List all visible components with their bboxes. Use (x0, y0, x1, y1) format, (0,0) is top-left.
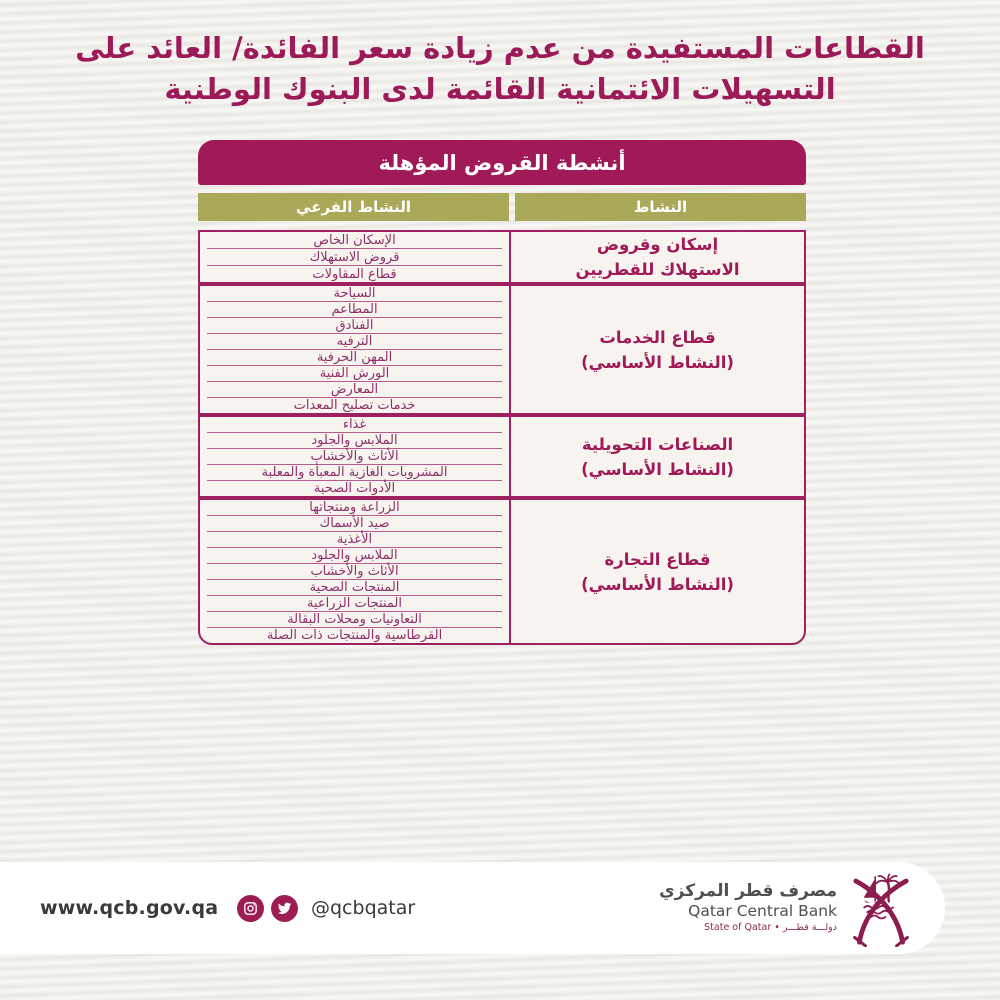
sub-activity-cell: الزراعة ومنتجاتها (207, 500, 502, 516)
sub-activity-cell: المعارض (207, 382, 502, 398)
sub-activity-cell: الفنادق (207, 318, 502, 334)
table-title: أنشطة القروض المؤهلة (198, 140, 806, 185)
loan-groups (198, 230, 806, 645)
sub-activity-cell: قطاع المقاولات (312, 266, 397, 282)
qcb-emblem-icon (845, 869, 917, 947)
sub-activity-cell: الورش الفنية (207, 366, 502, 382)
activity-label-line1: الصناعات التحويلية (581, 434, 734, 454)
activity-cell (511, 500, 804, 643)
page-title (60, 28, 940, 110)
activity-label-line1: قطاع التجارة (604, 549, 711, 569)
sub-activity-cell: الأغذية (207, 532, 502, 548)
sub-activity-cell: الإسكان الخاص (207, 232, 502, 249)
social-handle[interactable]: @qcbqatar (311, 897, 416, 919)
sub-activity-cell: السياحة (207, 286, 502, 302)
sub-activity-cell: الملابس والجلود (207, 548, 502, 564)
qcb-logo-text (659, 881, 837, 935)
sub-activity-cell: خدمات تصليح المعدات (293, 398, 416, 413)
activity-group (198, 498, 806, 645)
activity-cell (511, 417, 804, 496)
sub-activity-cell: الأثاث والأخشاب (207, 564, 502, 580)
social-links (237, 862, 415, 954)
activity-label-line2: (النشاط الأساسي) (581, 459, 734, 479)
sub-activity-cell: صيد الأسماك (207, 516, 502, 532)
sub-activity-cell: الترفيه (207, 334, 502, 350)
activity-group (198, 230, 806, 284)
sub-activity-cell: غذاء (207, 417, 502, 433)
website-url[interactable]: www.qcb.gov.qa (40, 897, 219, 919)
activity-label-line1: إسكان وقروض (596, 235, 719, 254)
sub-activity-cell: المنتجات الزراعية (207, 596, 502, 612)
twitter-icon[interactable] (271, 895, 298, 922)
sub-activity-cell: قروض الاستهلاك (207, 249, 502, 266)
column-header-activity: النشاط (515, 193, 806, 221)
sub-activity-column (200, 286, 511, 413)
sub-activity-cell: الأثاث والأخشاب (207, 449, 502, 465)
activity-label-line2: (النشاط الأساسي) (581, 352, 734, 372)
activity-cell (511, 232, 804, 282)
activity-label-line1: قطاع الخدمات (599, 327, 716, 347)
sub-activity-cell: المطاعم (207, 302, 502, 318)
sub-activity-cell: القرطاسية والمنتجات ذات الصلة (266, 628, 443, 643)
sub-activity-cell: الملابس والجلود (207, 433, 502, 449)
column-header-sub-activity: النشاط الفرعي (198, 193, 509, 221)
page-title-line1: القطاعات المستفيدة من عدم زيادة سعر الفائدة/ العائد على (75, 31, 925, 65)
activity-cell (511, 286, 804, 413)
column-headers (198, 193, 806, 221)
qcb-name-english: Qatar Central Bank (688, 902, 837, 920)
qcb-name-arabic: مصرف قطر المركزي (659, 881, 837, 901)
sub-activity-cell: المنتجات الصحية (207, 580, 502, 596)
activity-group (198, 415, 806, 498)
sub-activity-column (200, 500, 511, 643)
activity-group (198, 284, 806, 415)
qcb-logo (659, 862, 917, 954)
sub-activity-cell: المشروبات الغازية المعبأة والمعلبة (207, 465, 502, 481)
sub-activity-column (200, 232, 511, 282)
activity-label-line2: الاستهلاك للقطريين (575, 260, 740, 279)
sub-activity-cell: المهن الحرفية (207, 350, 502, 366)
qcb-tagline: State of Qatar • دولـــة قطـــر (704, 922, 837, 933)
loan-activities-table (198, 140, 806, 645)
sub-activity-cell: التعاونيات ومحلات البقالة (207, 612, 502, 628)
page-title-line2: التسهيلات الائتمانية القائمة لدى البنوك الوطنية (164, 72, 836, 106)
activity-label-line2: (النشاط الأساسي) (581, 574, 734, 594)
sub-activity-cell: الأدوات الصحية (313, 481, 396, 496)
instagram-icon[interactable] (237, 895, 264, 922)
sub-activity-column (200, 417, 511, 496)
footer-bar (0, 862, 945, 954)
